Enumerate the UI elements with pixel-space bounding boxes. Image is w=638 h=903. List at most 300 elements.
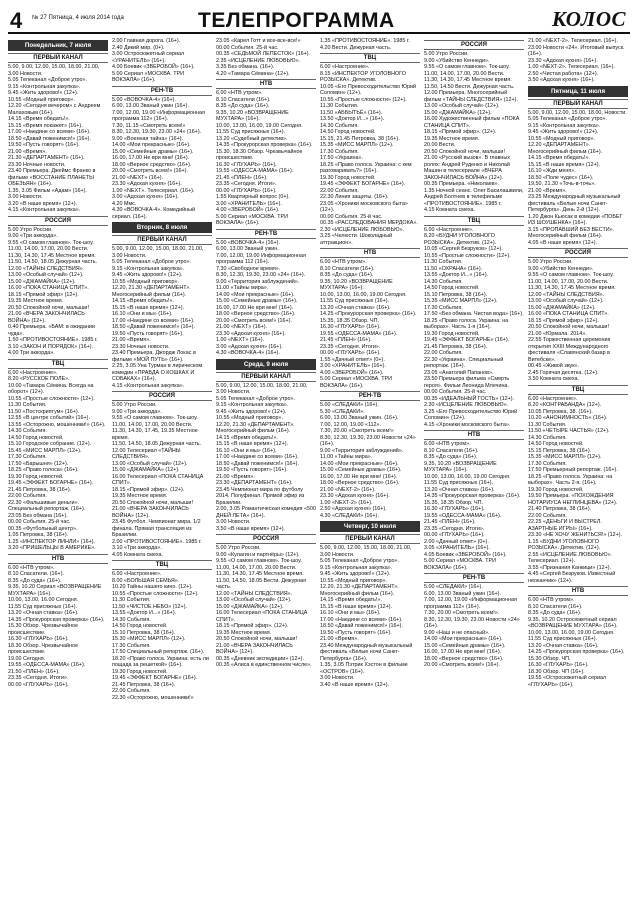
program-entry: 14.35 «Прокурорская проверка» (16+). <box>8 616 105 623</box>
program-entry: 17.50 Премьерный репортаж. (16+). <box>528 467 618 473</box>
program-entry: 19.35 Местное время. <box>112 493 168 499</box>
program-entry: 9.15 «Контрольная закупка». <box>8 83 81 90</box>
program-entry: 3.55 «Признания Канкици» (12+). <box>528 564 612 571</box>
program-entry: 19.45 «ЭФФЕКТ БОГАРНЕ» (16+). <box>320 181 406 187</box>
program-entry: 14.00 «Мои прекрасные» (16+). <box>112 142 191 148</box>
program-entry: 3.00 «ХРАНИТЕЛЬ» (16+). <box>320 363 386 369</box>
program-entry: 13.00 «Особый случай» (12+). <box>112 460 188 467</box>
program-entry: 1.35 Ночной сеанс. Олег Басилашвили, Андрей Болтнев в телефильме «ПРОТИВОСТОЯНИЕ». 1985 г. <box>424 187 524 207</box>
program-entry: 21.00 «Русский вызов». В главных ролях: Андрей Руденко и Николай Машин в телесериале «ВЧЕРА ЗАКОНЧИЛАСЬ ВОЙНА» (12+). <box>424 155 510 181</box>
program-entry: 11.30, 14.30, 17.45 Местное время. <box>424 77 512 83</box>
tv-schedule-columns <box>8 38 630 898</box>
program-entry: 2.00, 3.05 Романтическая комедия «500 ДНЕЙ ЛЕТА» (16+). <box>216 506 316 519</box>
program-entry: 17.00 «Наедине со всеми» (16+). <box>320 616 403 623</box>
program-entry: 5.00 Сериал «МОСКВА. ТРИ ВОКЗАЛА» (16+). <box>424 558 497 571</box>
program-entry: 15.00 «ДЖАМАЙКА» (12+). <box>216 603 284 610</box>
program-entry: 19.30 Город новостей. <box>320 174 376 181</box>
program-entry: 23.05 «Анатолий Папанов». <box>424 369 494 376</box>
program-entry: 16.00 «ПОКА СТАНИЦА СПИТ». <box>8 285 89 291</box>
program-entry: 7.00, 12.00, 19.00 Информационная программа 112 (16+). <box>216 252 306 265</box>
program-entry: 14.50 Город новостей. <box>112 623 168 629</box>
program-entry: 4.05 Боевик «ЗВЕРОБОЙ» (16+). <box>424 551 507 558</box>
program-entry: 13.20 «Очная ставка» (16+). <box>8 610 79 616</box>
program-entry: 12.00 «ТАЙНЫ СЛЕДСТВИЯ». <box>216 590 293 597</box>
program-entry: 14.30 События. <box>8 428 47 434</box>
program-entry: 18.00 «Верное средство» (16+). <box>424 655 504 662</box>
program-entry: 2.40 Дикий мир. (0+). <box>112 44 165 51</box>
program-entry: 3.00 Остросюжетный сериал «УРАНИТЕЛЬ» (16+). <box>112 51 185 64</box>
column-1 <box>8 38 108 898</box>
program-entry: 0.40 Премьера. «БАМ: в ожидании чуда». <box>8 324 95 337</box>
program-entry: 17.50 «Без обмана. Чистая вода» (16+). <box>424 311 524 317</box>
program-entry: 4.20 «Тамара Сёмина» (12+). <box>216 70 290 77</box>
program-entry: 18.15 «Прямой эфир» (12+). <box>528 317 599 324</box>
program-entry: 14.30 События. <box>320 122 359 129</box>
program-entry: 18.25 «Право голоса. Украина: с кем разговаривать?» (16+). <box>320 161 412 174</box>
program-entry: 1.00 «NEXT». Телесериал. (16+). <box>112 187 195 194</box>
program-entry: 5.00 «СЛЕДАКИ» (16+). <box>320 402 379 408</box>
program-entry: 9.35, 10.20 Сериал «ВОЗВРАЩЕНИЕ МУХТАРА» (16+). <box>8 584 102 597</box>
program-entry: 6.00 «Настроение». <box>112 571 162 577</box>
program-entry: 19.50 Премьера. «ПОХОЖДЕНИЯ НОТАРИУСА НЕГЛИНЦЕВА» (12+). <box>528 493 618 506</box>
program-entry: 6.00 «Настроение». <box>8 369 58 376</box>
program-entry: 19.00 Сегодня. <box>8 655 46 662</box>
program-entry: 12.00 «ТАЙНЫ СЛЕДСТВИЯ». <box>528 291 605 298</box>
program-entry: 15.30 Обзор. ЧП. <box>528 655 571 662</box>
program-entry: 11.30, 14.30, 17.45 Местное время. <box>528 285 616 291</box>
program-entry: 21.00 «NEXT-2». Телесериал. (16+). <box>528 38 618 44</box>
program-entry: 20.00 «Смотреть всем!» (16+). <box>424 662 500 668</box>
program-entry: 17.50 «Украина». <box>320 155 364 161</box>
program-entry: 9.45 «Жить здорово!» (12+). <box>320 571 391 577</box>
program-entry: 10.05 Петровка, 38. (16+). <box>528 408 593 415</box>
channel-heading: РЕН-ТВ <box>112 86 212 96</box>
program-entry: 8.20 «БУДНИ УГОЛОВНОГО РОЗЫСКА». Детектив. (12+). <box>424 233 497 246</box>
program-entry: 13.55 «Осторожно, мошенники!» (16+). <box>8 421 106 428</box>
program-entry: 3.10 «Три аккорда». <box>112 545 162 551</box>
program-entry: 14.35 «Прокурорская проверка» (16+). <box>424 493 521 499</box>
program-entry: 14.25 «Прокурорская проверка» (16+). <box>528 649 625 655</box>
program-entry: 5.00 «ВОВОЧКА-4» (16+). <box>112 96 176 103</box>
program-entry: 15.35 «МИСС МАРПЛ» (12+). <box>424 298 498 304</box>
program-entry: 12.20 «Сегодня вечером» с Андреем Малаховым (16+). <box>8 103 101 116</box>
page-header <box>8 6 630 34</box>
program-entry: 16.00 «ПОКА СТАНИЦА СПИТ». <box>528 311 609 317</box>
program-entry: 3.05 «ХРАНИТЕЛЬ» (16+). <box>424 545 490 551</box>
program-entry: 13.50 «Доктор И...» (16+). <box>320 116 385 122</box>
program-entry: 19.45 «ЭФФЕКТ БОГАРНЕ» (16+). <box>424 337 510 343</box>
program-entry: 23.30 «Адская кухня» (16+). <box>320 493 390 499</box>
program-entry: 2.45 Горячая десятка. (12+). <box>528 369 599 376</box>
program-entry: 19.50, 21.30 «Точь-в-точь». <box>528 181 596 187</box>
program-entry: 7.30, 20.00 «Смотреть всем!» <box>320 428 394 434</box>
program-entry: 8.10 Спасатели (16+). <box>320 265 375 272</box>
program-entry: 00.45 «Живой звук». <box>528 363 580 369</box>
program-entry: 19.30 Город новостей. <box>8 473 64 480</box>
program-entry: 1.50 «ПРОТИВОСТОЯНИЕ». 1985 г. <box>8 337 98 343</box>
program-entry: 22.00 События. <box>8 493 47 499</box>
program-entry: 5.05 Телеканал «Доброе утро». <box>528 116 607 122</box>
program-entry: 13.55 «Доктор И...» (16+). <box>424 272 489 278</box>
program-entry: 10.05 «Его Превосходительство Юрий Соломин» (12+). <box>320 83 417 96</box>
program-entry: 11.55 Суд присяжных (16+). <box>528 636 598 642</box>
program-entry: 23.30 «Адская кухня» (16+). <box>216 330 286 337</box>
program-entry: 14.00 «Мои прекрасные» (16+). <box>216 291 295 298</box>
channel-heading: РОССИЯ <box>528 248 628 258</box>
program-entry: 21.00 «ВЧЕРА ЗАКОНЧИЛАСЬ ВОЙНА» (12+). <box>216 642 293 655</box>
program-entry: 11.55 Суд присяжных (16+). <box>424 480 494 486</box>
program-entry: 8.30, 12.30, 19.30, 23.00 «24» (16+). <box>112 129 202 135</box>
program-entry: 18.50 «Давай поженимся!» (16+). <box>112 324 195 330</box>
program-entry: 00.35 «ИДЕАЛЬНЫЙ ГОСТЬ» (12+). <box>424 395 515 402</box>
program-entry: 8.20 «РУССКОЕ ПОЛЕ». <box>8 376 70 382</box>
channel-heading: ТВЦ <box>528 385 628 395</box>
program-entry: 18.50 «Давай поженимся!» (16+). <box>216 460 299 467</box>
program-entry: 18.25 «Право голоса. Украина: на выборах». Часть 2-я. (16+). <box>528 473 613 486</box>
program-entry: 5.00 Сериал «МОСКВА. ТРИ ВОКЗАЛА» (16+). <box>112 70 185 83</box>
program-entry: 00.00 События. 25-й час. <box>320 213 383 220</box>
program-entry: 21.00 «NEXT» (16+). <box>216 324 268 330</box>
program-entry: 3.00 Новости. <box>320 675 355 681</box>
program-entry: 23.35 «Сегодня. Итоги». <box>8 675 69 681</box>
program-entry: 17.30 События. <box>424 304 463 311</box>
issue-info: № 27 Пятница, 4 июля 2014 года <box>32 15 124 21</box>
program-entry: 10.00, 13.00, 16.00, 19.00 Сегодня. <box>528 629 615 636</box>
program-entry: 23.30 «НЕ ХОЧУ ЖЕНИТЬСЯ!» (12+). <box>528 532 623 538</box>
program-entry: 9.45 «Жить здорово!» (12+). <box>112 272 183 278</box>
column-3 <box>216 38 316 898</box>
program-entry: 11.00, 14.00, 17.00, 20.00 Вести. <box>112 421 193 428</box>
program-entry: 11.50 «АББЫТЬЁ» (16+). <box>320 109 383 116</box>
program-entry: 4.30 «ВОВОЧКА-4» (16+). <box>216 350 280 356</box>
program-entry: 15.30 «МИСС МАРПЛ» (12+). <box>112 636 186 642</box>
program-entry: 17.00 «Наедине со всеми» (16+). <box>112 317 195 324</box>
program-entry: 6.00 «Настроение». <box>424 226 474 233</box>
program-entry: 00.35 Премьера. «Николаев». <box>424 181 500 187</box>
program-entry: 9.00 «Убийство Кеннеди». <box>424 57 490 64</box>
program-entry: 00.35 «Футбольный центр». <box>8 525 78 532</box>
program-entry: 11.00, 14.00, 17.00, 20.00 Вести. <box>216 564 297 571</box>
program-entry: 21.45 «ПЛЕН» (16+). <box>424 519 476 525</box>
program-entry: 4.00 Три аккорда». <box>8 350 55 356</box>
program-entry: 18.15 «Прямой эфир» (12+). <box>8 291 79 298</box>
program-entry: 15.15 «В наше время» (12+). <box>528 161 601 168</box>
program-entry: 00.00 События. 25-й час. <box>216 44 279 51</box>
program-entry: 15.00 «Семейные драмы» (16+). <box>320 467 402 473</box>
program-entry: 17.50 Специальный репортаж. (16+). <box>112 649 205 655</box>
program-entry: 9.00 «Наш и не опасный». <box>424 629 490 636</box>
page-number: 4 <box>10 8 23 33</box>
program-entry: 18.15 «Прямой эфир». (12+). <box>216 623 289 629</box>
program-entry: 22.00 События. <box>528 512 567 519</box>
column-2 <box>112 38 212 898</box>
program-entry: 11.30, 14.30, 17.45 Местное время. <box>8 252 96 259</box>
program-entry: 16.00, 17.00 Не ври мне! (16+). <box>216 304 294 311</box>
program-entry: 9.15 «Контрольная закупка». <box>528 122 601 129</box>
program-entry: 21.00 «Время». <box>528 187 567 194</box>
program-entry: 11.30, 14.30, 17.45, 19.35 Местное время. <box>112 428 198 441</box>
program-entry: 3.10 «ЗАКОН И ПОРЯДОК» (16+). <box>8 343 94 350</box>
program-entry: 13.55 «Доктор И...» (16+). <box>112 610 177 616</box>
program-entry: 7.30 «Свободное время». <box>216 265 281 272</box>
program-entry: 11.00, 14.00, 17.00, 20.00 Вести. <box>424 70 505 77</box>
program-entry: 23.30 «Адская кухня» (16+). <box>112 181 182 187</box>
program-entry: 16.30 «ГЛУХАРЬ» (16+). <box>216 161 277 168</box>
program-entry: 10.20 Тайны нашего кино. (12+). <box>112 584 193 590</box>
program-entry: 7.00, 12.00, 19.00 «Информационная программа 112» (16+). <box>112 109 205 122</box>
program-entry: 3.00 Новости. <box>8 194 43 200</box>
program-entry: 5.00, 9.00, 12.00, 15.00, 18.00, 21.00, 3.00 Новости. <box>8 64 100 77</box>
program-entry: 14.50 Город новостей. <box>8 434 64 441</box>
program-entry: 2.55 «ИСЦЕЛЕНИЕ ЛЮБОВЬЮ». Телесериал. (12+). <box>528 551 613 564</box>
program-entry: 10.55 «Простые сложности» (12+). <box>320 96 407 103</box>
program-entry: 00.00 События. 25-й час. <box>424 389 487 395</box>
program-entry: 17.30 События. <box>8 454 47 460</box>
channel-heading: ТВЦ <box>8 359 108 369</box>
program-entry: 5.00 Утро России. <box>216 545 261 551</box>
program-entry: 19.50 «Пусть говорят» (16+). <box>8 142 80 148</box>
program-entry: 22.55 Торжественная церемония открытия XXIII Международного фестиваля «Славянский базар в Витебске». <box>528 337 611 363</box>
program-entry: 13.00 «Особый случай» (12+). <box>216 597 292 603</box>
program-entry: 9.55 «О самом главном». Ток-шоу. <box>8 239 94 246</box>
program-entry: 2.30 «ИСЦЕЛЕНИЕ ЛЮБОВЬЮ». <box>424 402 509 408</box>
program-entry: 7.00, 12.00, 19.00 «Информационная программа 112» (16+). <box>424 597 517 610</box>
program-entry: 10.55 «Модный приговор». <box>8 96 75 103</box>
program-entry: 00.00 «ГЛУХАРЬ» (16+). <box>216 187 277 194</box>
program-entry: 14.15 «Время обедать!». <box>8 116 70 122</box>
program-entry: 23.45 Чемпионат мира по футболу 2014. Полуфинал. Прямой эфир из Бразилии. <box>216 486 305 506</box>
program-entry: 5.00 Сериал «МОСКВА. ТРИ ВОКЗАЛА» (16+). <box>216 213 289 226</box>
program-entry: 15.30 Обзор. Чрезвычайное происшествие. <box>8 623 79 636</box>
program-entry: 15.10 Городское собрание. (12+). <box>8 441 92 447</box>
program-entry: 21.45 Петровка, 38 (16+). <box>8 486 72 493</box>
channel-heading: ТВЦ <box>424 216 524 226</box>
day-heading: Среда, 9 июля <box>216 359 316 370</box>
program-entry: 23.35 «Сегодня. Итоги». <box>320 343 381 350</box>
program-entry: 9.00 «Кулагин и партнёры» (12+). <box>216 551 300 558</box>
program-entry: 9.15 «Контрольная закупка». <box>216 402 289 408</box>
newspaper-logo: КОЛОС <box>552 7 626 31</box>
program-entry: 2.25, 3.05 Уна Турман в лирическом комедии «ПРАВДА О КОШКАХ И СОБАКАХ» (16+). <box>112 363 203 382</box>
program-entry: 4.30 «ВОВОЧКА-4». Комедийный сериал. (16+). <box>112 207 195 220</box>
program-entry: 23.05 «Хроники московского быта» (12+). <box>320 200 408 213</box>
program-entry: 16.10 «Жди меня». <box>528 168 576 174</box>
program-entry: 6.00, 13.00 Званый ужин (16+). <box>424 590 501 597</box>
program-entry: 15.15 «В наше время» (12+). <box>216 441 289 447</box>
program-entry: 5.00, 9.00, 12.00, 15.00, 18.00, 21.00, 3.00 Новости. <box>320 545 412 558</box>
program-entry: 19.30 Город новостей. <box>112 668 168 675</box>
program-entry: 3.25 «Его Превосходительство Юрий Соломин» (12+). <box>424 408 518 421</box>
program-entry: 9.00 «Три аккорда». <box>112 408 162 415</box>
program-entry: 1.25 «ИНСПЕКТОР ЛИНЛИ» (16+). <box>8 538 96 545</box>
program-entry: 17.50 «Барышня» (12+). <box>8 460 69 467</box>
program-entry: 15.10 Петровка, 38 (16+). <box>424 291 488 298</box>
program-entry: 21.00 «Время». <box>112 337 151 343</box>
program-entry: 1.00 «NEXT» (16+). <box>216 337 265 343</box>
program-entry: 17.00 «Наедине со всеми» (16+). <box>8 129 91 135</box>
program-entry: 13.00 «Особый случай» (12+). <box>8 272 84 278</box>
program-entry: 4.20 Вести. Дежурная часть. <box>320 44 392 51</box>
program-entry: 4.15 Комната смеха. <box>424 207 476 213</box>
program-entry: 11.30 События. <box>424 259 463 265</box>
program-entry: 11.50 «Постскриптум» (16+). <box>8 408 80 415</box>
program-entry: 10.00, 13.00, 16.00 Сегодня. <box>8 597 79 603</box>
program-entry: 9.00 «Военная тайна» (16+). <box>112 135 184 142</box>
program-entry: 11.00, 14.00, 17.00, 20.00 Вести. <box>528 278 609 285</box>
program-entry: 6.00 «НТВ утром». <box>8 564 55 571</box>
program-entry: 6.00 «НТВ утром». <box>320 259 367 265</box>
program-entry: 11.50 «ЧИСТОЕ НЕБО» (12+). <box>112 603 187 610</box>
channel-heading: РОССИЯ <box>112 391 212 401</box>
program-entry: 13.20 «Судебный детектив». <box>216 135 288 142</box>
program-entry: 21.50 «ПЛЕН» (16+). <box>8 668 60 675</box>
program-entry: 1.20 Джон Кьюсак в комедии «ПОБЕГ ИЗ ШОУШЕНКА» (16+). <box>528 213 623 226</box>
program-entry: 10.55 «Модный приговор». <box>320 577 387 584</box>
program-entry: 11.00 «Тайны мира». <box>216 285 269 291</box>
program-entry: 23.35 «Сегодня. Итоги». <box>424 525 485 532</box>
program-entry: 5.00 «СЛЕДАКИ» (16+). <box>424 584 483 590</box>
channel-heading: НТВ <box>528 586 628 596</box>
program-entry: 18.50 «Поле чудес» (16+). <box>528 174 594 181</box>
program-entry: 15.15, 21.45 Петровка, 38 (16+). <box>320 135 400 142</box>
program-entry: 1.55 Квартирный вопрос (0+). <box>216 194 290 200</box>
program-entry: 14.50 Город новостей. <box>528 441 584 447</box>
program-entry: 13.00 «Особый случай» (12+). <box>528 298 604 304</box>
program-entry: 9.55 «О самом главном». Ток-шоу. <box>424 64 510 70</box>
program-entry: 8.15 «ИНСПЕКТОР УГОЛОВНОГО РОЗЫСКА». Детектив. <box>320 70 406 83</box>
program-entry: 10.55 «Модный приговор». <box>216 415 283 421</box>
program-entry: 4.15 «Контрольная закупка». <box>8 207 81 213</box>
program-entry: 16.30 «ГЛУХАРЬ» (16+). <box>528 662 589 668</box>
program-entry: 21.00 «NEXT» (16+). <box>112 174 164 181</box>
program-entry: 19.30 Город новостей. <box>528 486 584 493</box>
program-entry: 15.15 «В наше время» (12+). <box>112 304 185 311</box>
program-entry: 21.00 «Время». <box>320 636 359 642</box>
program-entry: 22.30 Линия защиты. (16+). <box>320 194 389 200</box>
program-entry: 20.50 Спокойной ночи, малыши! <box>424 148 505 155</box>
program-entry: 22.00 События. <box>320 187 359 194</box>
program-entry: 20.00 «Смотреть всем!» (16+). <box>112 168 188 174</box>
program-entry: 3.50 «В наше время» (12+). <box>216 525 286 532</box>
program-entry: 21.00 «NEXT-2» (16+). <box>320 486 376 493</box>
program-entry: 19.55 «ОДЕССА-МАМА» (16+). <box>8 662 86 668</box>
program-entry: 1.15 «БУДНИ УГОЛОВНОГО РОЗЫСКА». Детектив. (12+). <box>528 538 601 551</box>
program-entry: 17.00 «Наедине со всеми» (16+). <box>216 454 299 460</box>
program-entry: 11.55 Суд присяжных (16+). <box>216 129 286 135</box>
program-entry: 9.35, 10.20 «ВОЗВРАЩЕНИЕ МУХТАРА» (16+). <box>424 460 497 473</box>
program-entry: 16.10 «Они и мы» (16+). <box>320 610 381 616</box>
program-entry: 3.50 Комната смеха. <box>528 376 580 382</box>
program-entry: 00.00 «ГЛУХАРЬ» (16+). <box>424 532 485 538</box>
program-entry: 16.30 «ГЛУХАРЬ» (16+). <box>8 636 69 642</box>
program-entry: 12.00 Премьера. Многосерийный фильм «ТАЙНЫ СЛЕДСТВИЯ» (12+). <box>424 90 518 103</box>
program-entry: 15.00 «Семейные драмы» (16+). <box>112 148 194 155</box>
channel-heading: НТВ <box>320 248 420 258</box>
program-entry: 19.55 «ОДЕССА-МАМА» (16+). <box>424 512 502 519</box>
program-entry: 9.45 «Жить здорово!» (12+). <box>8 90 79 96</box>
program-entry: 12.20 «ДЕПАРТАМЕНТ». Многосерийный фильм (16+). <box>528 142 603 155</box>
program-entry: 21.30 «ДЕПАРТАМЕНТ» (16+). <box>8 155 85 161</box>
channel-heading: РЕН-ТВ <box>216 229 316 239</box>
program-entry: 11.50 «ОХРАНА» (16+). <box>424 265 483 272</box>
program-entry: 3.00 «Адская кухня» (16+). <box>112 194 179 200</box>
program-entry: 21.45 «ПЛЕН» (16+). <box>320 337 372 343</box>
program-entry: 19.35 Местное время. <box>424 135 480 142</box>
program-entry: 9.00 «Территория заблуждений». <box>320 447 404 454</box>
program-entry: 18.50 «Давай поженимся!» (16+). <box>320 623 403 629</box>
program-entry: 19.45 «ЭФФЕКТ БОГАРНЕ» (16+). <box>8 480 94 486</box>
program-entry: 15.35 «МИСС МАРПЛ» (12+). <box>528 454 602 460</box>
program-entry: 10.55 «Простые сложности» (12+). <box>424 252 511 259</box>
program-entry: 11.55 Суд присяжных (16+). <box>8 603 78 610</box>
program-entry: 00.35 «Алиса в единственном числе». <box>216 662 312 668</box>
channel-heading: РЕН-ТВ <box>320 391 420 401</box>
program-entry: 23.35 «Сегодня. Итоги». <box>216 181 277 187</box>
program-entry: 10.00, 13.00, 16.00, 19.00 Сегодня. <box>320 291 407 298</box>
program-entry: 21.00 «Время». <box>216 473 255 480</box>
program-entry: 5.00 Утро России. <box>8 226 53 233</box>
program-entry: 9.00 «Три аккорда». <box>8 233 58 239</box>
program-entry: 21.45 Петровка, 38 (16+). <box>112 681 176 688</box>
program-entry: 16.30 «ГЛУХАРЬ» (16+). <box>320 324 381 330</box>
program-entry: 3.40 «В наше время» (12+). <box>320 681 390 688</box>
program-entry: 22.00 События. <box>424 350 463 356</box>
program-entry: 4.05 Комната смеха. <box>112 551 164 558</box>
channel-heading: РОССИЯ <box>8 216 108 226</box>
program-entry: 19.35 Местное время. <box>8 298 64 304</box>
program-entry: 15.00 «Семейные драмы» (16+). <box>424 642 506 649</box>
program-entry: 16.10 «Они и мы» (16+). <box>216 447 277 454</box>
program-entry: 11.55 Суд присяжных (16+). <box>320 298 390 304</box>
program-entry: 22.30 «Фальшивые деньги». Специальный репортаж. (16+). <box>8 499 86 512</box>
program-entry: 8.10 Спасатели (16+). <box>216 96 271 103</box>
program-entry: 15.15 «Время покажет» (16+). <box>8 122 83 129</box>
program-entry: 23.05 «Карел Готт и все-все-все!» <box>216 38 301 44</box>
page-title: ТЕЛЕПРОГРАММА <box>198 9 395 32</box>
program-entry: 14.30 События. <box>424 278 463 285</box>
program-entry: 8.10 Спасатели. (16+). <box>8 571 64 577</box>
program-entry: 3.20 «ПРИШЕЛЬЦЫ В АМЕРИКЕ». <box>8 545 96 551</box>
program-entry: 15.35, 18.35 Обзор. ЧП. <box>424 499 484 506</box>
program-entry: 9.35, 10.20 Остросюжетный сериал «ВОЗВРАЩЕНИЕ МУХТАРА» (16+). <box>528 616 618 629</box>
program-entry: 18.00 «Верное средство» (16+). <box>112 161 192 168</box>
program-entry: 1.55 «Дачный ответ» (0+). <box>320 356 385 363</box>
program-entry: 10.55 «Простые сложности» (12+). <box>8 395 95 402</box>
program-entry: 5.05 Телеканал «Доброе утро». <box>216 395 295 402</box>
program-entry: 8.30, 12.30, 19.30, 23.00 Новости «24» (16+). <box>320 434 416 447</box>
program-entry: 23.30 Ночные новости. <box>112 343 170 350</box>
program-entry: 20.50 Спокойной ночи, малыши! <box>216 636 297 642</box>
program-entry: 11.30 События. <box>528 421 567 428</box>
program-entry: 14.15 «Время обедать!». <box>112 298 174 304</box>
program-entry: 17.30 События. <box>320 148 359 155</box>
program-entry: 13.20 «Очная ставка» (16+). <box>528 642 599 649</box>
program-entry: 23.30 Ночные новости. <box>8 161 66 168</box>
program-entry: 15.15 «В наше время» (12+). <box>320 603 393 610</box>
program-entry: 00.00 События. 25-й час. <box>8 519 71 525</box>
program-entry: 16.00, 17.00 Не ври мне! (16+). <box>320 473 398 480</box>
column-5 <box>424 38 524 898</box>
program-entry: 9.55 «О самом главном». Ток-шоу. <box>528 272 614 278</box>
program-entry: 14.30 События. <box>528 434 567 441</box>
program-entry: 14.15 «Время обедать!». <box>528 155 590 161</box>
program-entry: 11.50, 14.50 Вести. Дежурная часть. <box>424 83 515 90</box>
program-entry: 14.30 События. <box>112 616 151 623</box>
program-entry: 8.30, 12.30, 19.30, 23.00 «24» (16+). <box>216 272 306 278</box>
program-entry: 19.50 «Пусть говорят» (16+). <box>216 467 288 473</box>
program-entry: 8.30, 12.30, 19.30, 23.00 Новости «24» (16+). <box>424 616 520 629</box>
program-entry: 15.00 «ДЖАМАЙКА» (12+). <box>8 278 76 285</box>
